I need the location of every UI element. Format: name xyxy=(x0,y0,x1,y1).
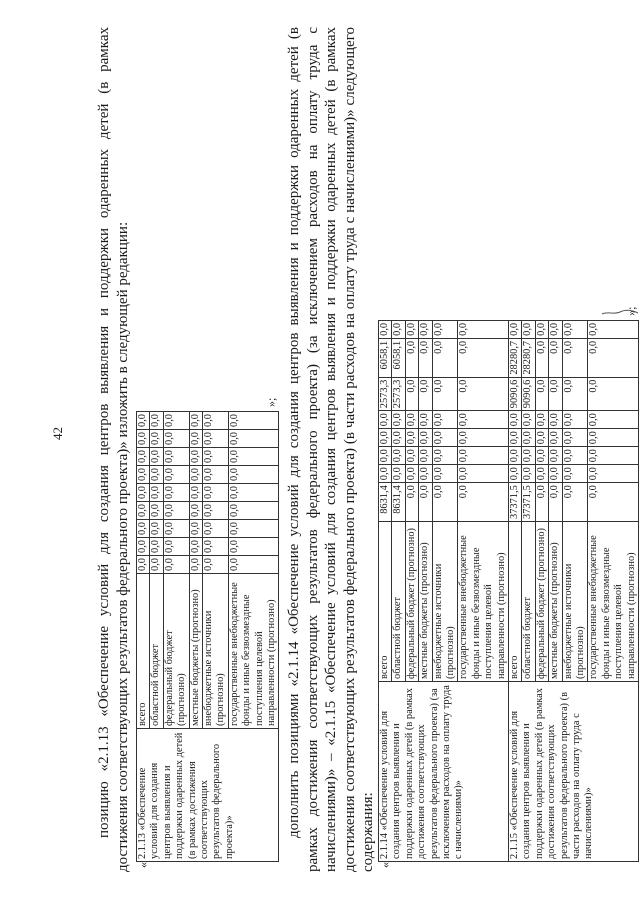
value-cell: 0,0 xyxy=(203,556,229,574)
value-cell: 0,0 xyxy=(588,338,639,377)
open-quote-2: « xyxy=(377,862,392,868)
value-cell: 0,0 xyxy=(535,320,548,338)
value-cell: 0,0 xyxy=(392,465,405,483)
value-cell: 0,0 xyxy=(509,447,522,465)
funding-source-cell: государственные внебюджетные фонды и иные безвозмездные поступления целевой направленности (прогнозно) xyxy=(228,574,279,729)
value-cell: 0,0 xyxy=(458,320,509,338)
value-cell: 0,0 xyxy=(150,430,163,448)
value-cell: 0,0 xyxy=(137,556,150,574)
value-cell: 0,0 xyxy=(562,429,588,447)
value-cell: 0,0 xyxy=(405,377,418,411)
value-cell: 0,0 xyxy=(588,483,639,522)
value-cell: 0,0 xyxy=(163,466,189,484)
value-cell: 0,0 xyxy=(228,430,279,448)
value-cell: 0,0 xyxy=(405,483,418,522)
value-cell: 0,0 xyxy=(562,465,588,483)
value-cell: 0,0 xyxy=(549,483,562,522)
value-cell: 0,0 xyxy=(189,412,202,430)
value-cell: 0,0 xyxy=(419,338,432,377)
value-cell: 0,0 xyxy=(203,448,229,466)
value-cell: 0,0 xyxy=(405,338,418,377)
funding-source-cell: федеральный бюджет (прогнозно) xyxy=(163,574,189,729)
value-cell: 0,0 xyxy=(458,483,509,522)
value-cell: 0,0 xyxy=(535,377,548,411)
value-cell: 0,0 xyxy=(588,465,639,483)
value-cell: 0,0 xyxy=(189,466,202,484)
value-cell: 0,0 xyxy=(405,429,418,447)
value-cell: 0,0 xyxy=(378,465,391,483)
value-cell: 0,0 xyxy=(588,447,639,465)
value-cell: 0,0 xyxy=(535,429,548,447)
value-cell: 0,0 xyxy=(189,538,202,556)
funding-source-cell: местные бюджеты (прогнозно) xyxy=(189,574,202,729)
value-cell: 0,0 xyxy=(458,447,509,465)
value-cell: 6058,1 xyxy=(378,338,391,377)
value-cell: 0,0 xyxy=(228,466,279,484)
funding-source-cell: федеральный бюджет (прогнозно) xyxy=(405,522,418,682)
value-cell: 9090,6 xyxy=(509,377,522,411)
value-cell: 37371,5 xyxy=(522,483,535,522)
value-cell: 0,0 xyxy=(562,377,588,411)
value-cell: 0,0 xyxy=(562,447,588,465)
value-cell: 0,0 xyxy=(432,338,458,377)
value-cell: 0,0 xyxy=(189,556,202,574)
value-cell: 0,0 xyxy=(189,448,202,466)
value-cell: 0,0 xyxy=(562,483,588,522)
value-cell: 0,0 xyxy=(203,520,229,538)
value-cell: 0,0 xyxy=(405,465,418,483)
value-cell: 0,0 xyxy=(137,484,150,502)
value-cell: 28280,7 xyxy=(509,338,522,377)
value-cell: 0,0 xyxy=(137,502,150,520)
value-cell: 0,0 xyxy=(228,556,279,574)
value-cell: 0,0 xyxy=(509,411,522,429)
table-2-1-14-15 xyxy=(378,320,639,862)
value-cell: 6058,1 xyxy=(392,338,405,377)
value-cell: 0,0 xyxy=(535,483,548,522)
value-cell: 0,0 xyxy=(535,465,548,483)
table-row xyxy=(137,412,150,862)
value-cell: 0,0 xyxy=(392,429,405,447)
value-cell: 2573,3 xyxy=(392,377,405,411)
value-cell: 0,0 xyxy=(588,377,639,411)
value-cell: 0,0 xyxy=(509,320,522,338)
value-cell: 0,0 xyxy=(228,448,279,466)
value-cell: 0,0 xyxy=(549,320,562,338)
value-cell: 0,0 xyxy=(549,465,562,483)
value-cell: 0,0 xyxy=(419,465,432,483)
value-cell: 0,0 xyxy=(432,483,458,522)
value-cell: 0,0 xyxy=(228,538,279,556)
funding-source-cell: местные бюджеты (прогнозно) xyxy=(549,522,562,682)
value-cell: 0,0 xyxy=(392,447,405,465)
value-cell: 0,0 xyxy=(163,556,189,574)
value-cell: 0,0 xyxy=(405,411,418,429)
value-cell: 9090,6 xyxy=(522,377,535,411)
funding-source-cell: всего xyxy=(137,574,150,729)
value-cell: 0,0 xyxy=(522,429,535,447)
value-cell: 0,0 xyxy=(137,538,150,556)
value-cell: 0,0 xyxy=(522,320,535,338)
close-mark: »; xyxy=(264,397,279,407)
value-cell: 0,0 xyxy=(535,447,548,465)
funding-source-cell: государственные внебюджетные фонды и иные безвозмездные поступления целевой направленности (прогнозно) xyxy=(588,522,639,682)
value-cell: 0,0 xyxy=(549,411,562,429)
value-cell: 0,0 xyxy=(163,448,189,466)
value-cell: 0,0 xyxy=(562,338,588,377)
position-name-cell: 2.1.15 «Обеспечение условий для создания центров выявления и поддержки одаренных детей (в рамках достижения соответствующих результатов федерального проекта) (в части расходов на оплату труда с начислениями)» xyxy=(509,682,639,862)
value-cell: 0,0 xyxy=(203,466,229,484)
value-cell: 0,0 xyxy=(419,320,432,338)
funding-source-cell: местные бюджеты (прогнозно) xyxy=(419,522,432,682)
value-cell: 0,0 xyxy=(549,447,562,465)
value-cell: 0,0 xyxy=(419,377,432,411)
value-cell: 0,0 xyxy=(562,411,588,429)
value-cell: 0,0 xyxy=(432,429,458,447)
funding-source-cell: внебюджетные источники (прогнозно) xyxy=(432,522,458,682)
value-cell: 0,0 xyxy=(562,320,588,338)
position-name-cell: 2.1.13 «Обеспечение условий для создания центров выявления и поддержки одаренных детей (в рамках достижения соответствующих результатов федерального проекта)» xyxy=(137,729,279,862)
value-cell: 0,0 xyxy=(203,538,229,556)
value-cell: 0,0 xyxy=(419,447,432,465)
value-cell: 0,0 xyxy=(535,338,548,377)
value-cell: 0,0 xyxy=(163,412,189,430)
value-cell: 0,0 xyxy=(419,429,432,447)
value-cell: 0,0 xyxy=(163,484,189,502)
value-cell: 0,0 xyxy=(522,447,535,465)
table-2-1-14-15-wrap xyxy=(378,27,639,872)
value-cell: 0,0 xyxy=(203,430,229,448)
value-cell: 0,0 xyxy=(150,556,163,574)
value-cell: 0,0 xyxy=(163,430,189,448)
value-cell: 0,0 xyxy=(458,338,509,377)
value-cell: 0,0 xyxy=(549,377,562,411)
value-cell: 28280,7 xyxy=(522,338,535,377)
table-row xyxy=(378,320,391,861)
value-cell: 0,0 xyxy=(150,520,163,538)
table-row xyxy=(509,320,522,861)
funding-source-cell: внебюджетные источники (прогнозно) xyxy=(203,574,229,729)
funding-source-cell: областной бюджет xyxy=(392,522,405,682)
value-cell: 0,0 xyxy=(189,430,202,448)
paragraph-add-positions: дополнить позициями «2.1.14 «Обеспечение условий для создания центров выявления и поддержки одаренных детей (в рамках достижения соответствующих результатов федерального проекта) (за исключением расходов на оплату труда с начислениями)» – «2.1.15 «Обеспечение условий для создания центров выявления и поддержки одаренных детей (в рамках достижения соответствующих результатов федерального проекта) (в части расходов на оплату труда с начислениями)» следующего содержания: xyxy=(286,27,377,872)
value-cell: 0,0 xyxy=(228,520,279,538)
funding-source-cell: всего xyxy=(378,522,391,682)
page-number: 42 xyxy=(50,427,65,440)
value-cell: 0,0 xyxy=(378,320,391,338)
value-cell: 0,0 xyxy=(458,465,509,483)
value-cell: 0,0 xyxy=(150,448,163,466)
table-2-1-13 xyxy=(136,411,279,862)
value-cell: 0,0 xyxy=(392,411,405,429)
value-cell: 0,0 xyxy=(522,465,535,483)
value-cell: 0,0 xyxy=(405,320,418,338)
value-cell: 0,0 xyxy=(432,411,458,429)
value-cell: 0,0 xyxy=(522,411,535,429)
paragraph-position-2-1-13: позицию «2.1.13 «Обеспечение условий для создания центров выявления и поддержки одаренных детей (в рамках достижения соответствующих результатов федерального проекта)» изложить в следующей редакции: xyxy=(96,27,131,872)
value-cell: 0,0 xyxy=(549,338,562,377)
value-cell: 0,0 xyxy=(378,447,391,465)
value-cell: 0,0 xyxy=(137,466,150,484)
value-cell: 2573,3 xyxy=(378,377,391,411)
value-cell: 0,0 xyxy=(137,448,150,466)
funding-source-cell: областной бюджет xyxy=(150,574,163,729)
value-cell: 0,0 xyxy=(163,520,189,538)
value-cell: 0,0 xyxy=(432,320,458,338)
rotated-page-content xyxy=(95,27,639,872)
value-cell: 0,0 xyxy=(432,447,458,465)
value-cell: 0,0 xyxy=(378,429,391,447)
value-cell: 0,0 xyxy=(203,502,229,520)
value-cell: 0,0 xyxy=(588,320,639,338)
value-cell: 0,0 xyxy=(150,466,163,484)
table-2-1-13-wrap xyxy=(136,27,279,872)
value-cell: 0,0 xyxy=(419,411,432,429)
value-cell: 0,0 xyxy=(203,484,229,502)
value-cell: 0,0 xyxy=(228,502,279,520)
value-cell: 0,0 xyxy=(137,520,150,538)
value-cell: 0,0 xyxy=(588,411,639,429)
value-cell: 0,0 xyxy=(392,320,405,338)
position-name-cell: 2.1.14 «Обеспечение условий для создания центров выявления и поддержки одаренных детей (в рамках достижения соответствующих результатов федерального проекта) (за исключением расходов на оплату труда с начислениями)» xyxy=(378,682,508,862)
value-cell: 0,0 xyxy=(549,429,562,447)
funding-source-cell: областной бюджет xyxy=(522,522,535,682)
value-cell: 0,0 xyxy=(228,412,279,430)
value-cell: 0,0 xyxy=(458,429,509,447)
value-cell: 0,0 xyxy=(378,411,391,429)
value-cell: 0,0 xyxy=(432,377,458,411)
value-cell: 0,0 xyxy=(509,429,522,447)
value-cell: 0,0 xyxy=(150,538,163,556)
value-cell: 0,0 xyxy=(150,502,163,520)
value-cell: 0,0 xyxy=(137,412,150,430)
value-cell: 0,0 xyxy=(203,412,229,430)
funding-source-cell: внебюджетные источники (прогнозно) xyxy=(562,522,588,682)
value-cell: 0,0 xyxy=(509,465,522,483)
value-cell: 0,0 xyxy=(163,538,189,556)
value-cell: 0,0 xyxy=(189,484,202,502)
value-cell: 0,0 xyxy=(432,465,458,483)
value-cell: 0,0 xyxy=(535,411,548,429)
value-cell: 0,0 xyxy=(405,447,418,465)
value-cell: 0,0 xyxy=(137,430,150,448)
value-cell: 0,0 xyxy=(419,483,432,522)
value-cell: 0,0 xyxy=(228,484,279,502)
funding-source-cell: всего xyxy=(509,522,522,682)
value-cell: 0,0 xyxy=(189,502,202,520)
value-cell: 0,0 xyxy=(588,429,639,447)
value-cell: 0,0 xyxy=(150,484,163,502)
funding-source-cell: государственные внебюджетные фонды и иные безвозмездные поступления целевой направленности (прогнозно) xyxy=(458,522,509,682)
value-cell: 8631,4 xyxy=(378,483,391,522)
close-mark-2: »; xyxy=(624,306,639,316)
open-quote: « xyxy=(136,862,150,868)
value-cell: 0,0 xyxy=(458,377,509,411)
funding-source-cell: федеральный бюджет (прогнозно) xyxy=(535,522,548,682)
value-cell: 37371,5 xyxy=(509,483,522,522)
value-cell: 0,0 xyxy=(163,502,189,520)
value-cell: 0,0 xyxy=(189,520,202,538)
value-cell: 8631,4 xyxy=(392,483,405,522)
value-cell: 0,0 xyxy=(150,412,163,430)
value-cell: 0,0 xyxy=(458,411,509,429)
